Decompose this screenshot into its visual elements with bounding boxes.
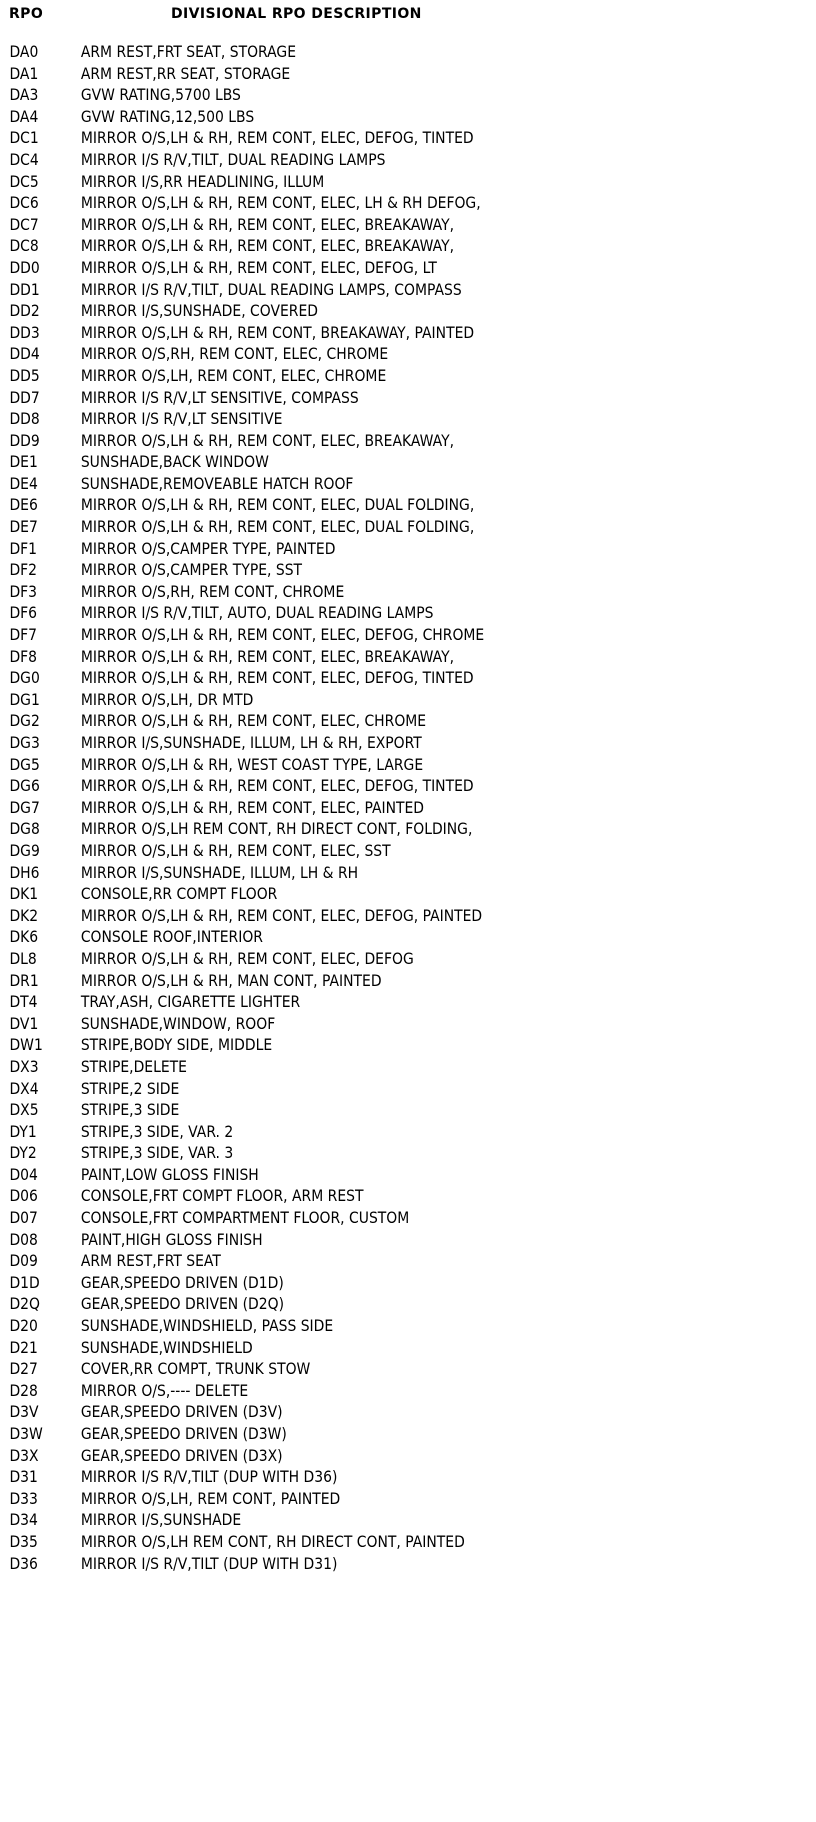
list-item bbox=[0, 300, 702, 322]
rpo-code: DG6 bbox=[9, 776, 40, 796]
rpo-description: MIRROR O/S,LH & RH, REM CONT, ELEC, BREAKAWAY, bbox=[80, 430, 455, 450]
rpo-code: DW1 bbox=[9, 1035, 43, 1055]
rpo-code: DC5 bbox=[9, 171, 39, 191]
list-item bbox=[0, 1185, 702, 1207]
rpo-code: D04 bbox=[9, 1164, 38, 1184]
rpo-code: DG8 bbox=[9, 819, 40, 839]
rpo-description: GVW RATING,12,500 LBS bbox=[80, 106, 255, 126]
rpo-code: DD7 bbox=[9, 387, 40, 407]
rpo-description: MIRROR O/S,LH & RH, REM CONT, ELEC, BREAKAWAY, bbox=[80, 236, 455, 256]
list-item bbox=[0, 602, 702, 624]
list-item bbox=[0, 624, 702, 646]
rpo-code: DG9 bbox=[9, 840, 40, 860]
rpo-description: MIRROR I/S R/V,TILT (DUP WITH D36) bbox=[80, 1467, 338, 1487]
list-item bbox=[0, 581, 702, 603]
rpo-description: CONSOLE ROOF,INTERIOR bbox=[80, 927, 263, 947]
rpo-code: DF2 bbox=[9, 560, 38, 580]
rpo-description: ARM REST,FRT SEAT, STORAGE bbox=[80, 42, 297, 61]
list-item bbox=[0, 1423, 702, 1445]
rpo-description: MIRROR I/S R/V,LT SENSITIVE bbox=[80, 409, 283, 429]
rpo-code: DR1 bbox=[9, 970, 39, 990]
rpo-code: DG5 bbox=[9, 754, 40, 774]
list-item bbox=[0, 1272, 702, 1294]
rpo-code: DY2 bbox=[9, 1143, 37, 1163]
rpo-code: DG1 bbox=[9, 689, 40, 709]
rpo-description: MIRROR O/S,LH & RH, REM CONT, ELEC, PAINTED bbox=[80, 797, 425, 817]
rpo-code: D08 bbox=[9, 1229, 38, 1249]
rpo-code: DE6 bbox=[9, 495, 38, 515]
rpo-code: DL8 bbox=[9, 948, 37, 968]
rpo-code: DD4 bbox=[9, 344, 40, 364]
rpo-description: MIRROR I/S,SUNSHADE bbox=[80, 1510, 242, 1530]
rpo-code: DX4 bbox=[9, 1078, 39, 1098]
list-item bbox=[0, 84, 702, 106]
rpo-code: D09 bbox=[9, 1251, 38, 1271]
list-item bbox=[0, 127, 702, 149]
rpo-description: STRIPE,DELETE bbox=[80, 1056, 187, 1076]
rpo-code: DK2 bbox=[9, 905, 39, 925]
list-item bbox=[0, 1034, 702, 1056]
rpo-code: D21 bbox=[9, 1337, 38, 1357]
list-item bbox=[0, 667, 702, 689]
rpo-code: D3V bbox=[9, 1402, 39, 1422]
rpo-description: GEAR,SPEEDO DRIVEN (D2Q) bbox=[80, 1294, 285, 1314]
list-item bbox=[0, 1293, 702, 1315]
list-item bbox=[0, 343, 702, 365]
rpo-description: MIRROR O/S,LH, DR MTD bbox=[80, 689, 254, 709]
rpo-description: MIRROR O/S,LH & RH, REM CONT, ELEC, DEFOG, PAINTED bbox=[80, 905, 483, 925]
rpo-description: ARM REST,FRT SEAT bbox=[80, 1251, 221, 1271]
list-item bbox=[0, 257, 702, 279]
rpo-code: DA3 bbox=[9, 85, 39, 105]
rpo-description: CONSOLE,FRT COMPARTMENT FLOOR, CUSTOM bbox=[80, 1208, 410, 1228]
rpo-description: MIRROR O/S,LH REM CONT, RH DIRECT CONT, FOLDING, bbox=[80, 819, 473, 839]
rpo-code: DH6 bbox=[9, 862, 40, 882]
rpo-description: MIRROR O/S,RH, REM CONT, ELEC, CHROME bbox=[80, 344, 389, 364]
list-item bbox=[0, 775, 702, 797]
list-item bbox=[0, 1229, 702, 1251]
rpo-code: D3W bbox=[9, 1424, 43, 1443]
list-item bbox=[0, 1207, 702, 1229]
rpo-code: DX3 bbox=[9, 1056, 39, 1076]
list-item bbox=[0, 862, 702, 884]
list-item bbox=[0, 732, 702, 754]
rpo-code: DK6 bbox=[9, 927, 39, 947]
rpo-description: MIRROR O/S,CAMPER TYPE, PAINTED bbox=[80, 538, 336, 558]
list-item bbox=[0, 451, 702, 473]
rpo-description: MIRROR O/S,LH, REM CONT, PAINTED bbox=[80, 1488, 341, 1508]
list-item bbox=[0, 991, 702, 1013]
rpo-description: MIRROR I/S R/V,TILT, AUTO, DUAL READING LAMPS bbox=[80, 603, 434, 623]
list-item bbox=[0, 473, 702, 495]
list-item bbox=[0, 1121, 702, 1143]
rpo-description: MIRROR I/S,SUNSHADE, ILLUM, LH & RH, EXPORT bbox=[80, 733, 422, 752]
list-item bbox=[0, 106, 702, 128]
list-item bbox=[0, 494, 702, 516]
rpo-code: D1D bbox=[9, 1272, 40, 1292]
rpo-description: STRIPE,BODY SIDE, MIDDLE bbox=[80, 1035, 273, 1055]
rpo-code: D2Q bbox=[9, 1294, 41, 1314]
rpo-code: DC1 bbox=[9, 128, 39, 148]
rpo-code: D36 bbox=[9, 1553, 38, 1573]
rpo-description: STRIPE,2 SIDE bbox=[80, 1078, 180, 1098]
rpo-description: MIRROR O/S,LH & RH, WEST COAST TYPE, LARGE bbox=[80, 754, 424, 774]
list-item bbox=[0, 1401, 702, 1423]
list-item bbox=[0, 279, 702, 301]
rpo-code: DV1 bbox=[9, 1013, 39, 1033]
rpo-code: D20 bbox=[9, 1316, 38, 1336]
rpo-code: D35 bbox=[9, 1531, 38, 1551]
list-item bbox=[0, 408, 702, 430]
rpo-description: MIRROR I/S R/V,TILT, DUAL READING LAMPS bbox=[80, 149, 386, 169]
rpo-code: DD3 bbox=[9, 322, 40, 342]
rpo-description: MIRROR O/S,LH & RH, REM CONT, ELEC, SST bbox=[80, 840, 391, 860]
rpo-code: D28 bbox=[9, 1380, 38, 1400]
rpo-description: MIRROR I/S,SUNSHADE, COVERED bbox=[80, 301, 318, 321]
rpo-code: DG3 bbox=[9, 733, 40, 752]
rpo-code: DG2 bbox=[9, 711, 40, 731]
list-item bbox=[0, 1142, 702, 1164]
rpo-code: DC7 bbox=[9, 214, 39, 234]
list-item bbox=[0, 905, 702, 927]
description-column-header: DIVISIONAL RPO DESCRIPTION bbox=[171, 6, 422, 22]
list-item bbox=[0, 322, 702, 344]
rpo-column-header: RPO bbox=[9, 6, 44, 22]
rpo-list bbox=[0, 41, 816, 1574]
rpo-code: DG0 bbox=[9, 668, 40, 688]
rpo-description: GEAR,SPEEDO DRIVEN (D3W) bbox=[80, 1424, 287, 1443]
rpo-code: DE7 bbox=[9, 517, 38, 537]
rpo-description: TRAY,ASH, CIGARETTE LIGHTER bbox=[80, 992, 301, 1012]
list-item bbox=[0, 1531, 702, 1553]
rpo-code: DF7 bbox=[9, 625, 38, 645]
rpo-description: COVER,RR COMPT, TRUNK STOW bbox=[80, 1359, 311, 1379]
list-item bbox=[0, 430, 702, 452]
rpo-code: D27 bbox=[9, 1359, 38, 1379]
list-item bbox=[0, 840, 702, 862]
rpo-code: DD2 bbox=[9, 301, 40, 321]
rpo-description: ARM REST,RR SEAT, STORAGE bbox=[80, 63, 291, 83]
rpo-code: DF1 bbox=[9, 538, 38, 558]
rpo-description: MIRROR O/S,LH & RH, REM CONT, ELEC, BREAKAWAY, bbox=[80, 646, 455, 666]
rpo-description: MIRROR O/S,LH & RH, REM CONT, ELEC, DEFOG, LT bbox=[80, 257, 437, 277]
rpo-code: DF6 bbox=[9, 603, 38, 623]
list-item bbox=[0, 754, 702, 776]
rpo-code: DG7 bbox=[9, 797, 40, 817]
list-item bbox=[0, 192, 702, 214]
list-item bbox=[0, 797, 702, 819]
list-item bbox=[0, 63, 702, 85]
table-header bbox=[0, 6, 816, 26]
list-item bbox=[0, 1078, 702, 1100]
rpo-description: MIRROR O/S,LH & RH, REM CONT, ELEC, LH & RH DEFOG, bbox=[80, 193, 481, 213]
list-item bbox=[0, 1013, 702, 1035]
rpo-code: D31 bbox=[9, 1467, 38, 1487]
rpo-code: DC6 bbox=[9, 193, 39, 213]
list-item bbox=[0, 926, 702, 948]
list-item bbox=[0, 41, 702, 63]
list-item bbox=[0, 1056, 702, 1078]
rpo-code: D33 bbox=[9, 1488, 38, 1508]
list-item bbox=[0, 1250, 702, 1272]
rpo-description: MIRROR I/S,SUNSHADE, ILLUM, LH & RH bbox=[80, 862, 359, 882]
rpo-description: CONSOLE,FRT COMPT FLOOR, ARM REST bbox=[80, 1186, 364, 1206]
rpo-code: DX5 bbox=[9, 1100, 39, 1120]
rpo-description: PAINT,LOW GLOSS FINISH bbox=[80, 1164, 259, 1184]
list-item bbox=[0, 1164, 702, 1186]
list-item bbox=[0, 948, 702, 970]
list-item bbox=[0, 883, 702, 905]
list-item bbox=[0, 171, 702, 193]
rpo-code: DF3 bbox=[9, 581, 38, 601]
list-item bbox=[0, 1488, 702, 1510]
rpo-description: MIRROR O/S,LH & RH, REM CONT, ELEC, DEFOG, TINTED bbox=[80, 668, 474, 688]
rpo-description: MIRROR I/S R/V,TILT (DUP WITH D31) bbox=[80, 1553, 338, 1573]
rpo-description: MIRROR O/S,LH & RH, MAN CONT, PAINTED bbox=[80, 970, 382, 990]
rpo-code: DC8 bbox=[9, 236, 39, 256]
rpo-description: MIRROR O/S,CAMPER TYPE, SST bbox=[80, 560, 303, 580]
list-item bbox=[0, 559, 702, 581]
rpo-description: PAINT,HIGH GLOSS FINISH bbox=[80, 1229, 263, 1249]
rpo-code: DD1 bbox=[9, 279, 40, 299]
rpo-description: MIRROR O/S,RH, REM CONT, CHROME bbox=[80, 581, 345, 601]
rpo-description: MIRROR I/S R/V,TILT, DUAL READING LAMPS, COMPASS bbox=[80, 279, 462, 299]
rpo-code: DT4 bbox=[9, 992, 38, 1012]
rpo-description: MIRROR O/S,LH & RH, REM CONT, ELEC, CHROME bbox=[80, 711, 427, 731]
rpo-description: STRIPE,3 SIDE, VAR. 2 bbox=[80, 1121, 234, 1141]
rpo-code: DD5 bbox=[9, 365, 40, 385]
rpo-description: SUNSHADE,BACK WINDOW bbox=[80, 452, 269, 472]
rpo-code: DE1 bbox=[9, 452, 38, 472]
rpo-code: D07 bbox=[9, 1208, 38, 1228]
list-item bbox=[0, 646, 702, 668]
list-item bbox=[0, 710, 702, 732]
rpo-description: STRIPE,3 SIDE, VAR. 3 bbox=[80, 1143, 234, 1163]
rpo-description: MIRROR O/S,LH & RH, REM CONT, ELEC, DUAL FOLDING, bbox=[80, 517, 475, 537]
rpo-description: MIRROR I/S R/V,LT SENSITIVE, COMPASS bbox=[80, 387, 359, 407]
list-item bbox=[0, 235, 702, 257]
rpo-description: MIRROR I/S,RR HEADLINING, ILLUM bbox=[80, 171, 325, 191]
rpo-code: DA0 bbox=[9, 42, 39, 61]
rpo-description: SUNSHADE,WINDSHIELD, PASS SIDE bbox=[80, 1316, 334, 1336]
rpo-description: MIRROR O/S,LH & RH, REM CONT, ELEC, BREAKAWAY, bbox=[80, 214, 455, 234]
rpo-code: DY1 bbox=[9, 1121, 37, 1141]
list-item bbox=[0, 1509, 702, 1531]
list-item bbox=[0, 1337, 702, 1359]
list-item bbox=[0, 1315, 702, 1337]
rpo-code: D34 bbox=[9, 1510, 38, 1530]
rpo-code: D3X bbox=[9, 1445, 39, 1465]
list-item bbox=[0, 387, 702, 409]
rpo-code: DA1 bbox=[9, 63, 39, 83]
list-item bbox=[0, 1445, 702, 1467]
list-item bbox=[0, 818, 702, 840]
rpo-code: DE4 bbox=[9, 473, 38, 493]
rpo-description: MIRROR O/S,LH & RH, REM CONT, BREAKAWAY, PAINTED bbox=[80, 322, 475, 342]
list-item bbox=[0, 689, 702, 711]
rpo-code: DF8 bbox=[9, 646, 38, 666]
list-item bbox=[0, 516, 702, 538]
rpo-description: GVW RATING,5700 LBS bbox=[80, 85, 241, 105]
rpo-description: MIRROR O/S,LH & RH, REM CONT, ELEC, DEFOG, TINTED bbox=[80, 776, 474, 796]
rpo-description: MIRROR O/S,LH & RH, REM CONT, ELEC, DUAL FOLDING, bbox=[80, 495, 475, 515]
list-item bbox=[0, 1466, 702, 1488]
rpo-description: MIRROR O/S,LH & RH, REM CONT, ELEC, DEFOG, TINTED bbox=[80, 128, 474, 148]
rpo-description: MIRROR O/S,LH & RH, REM CONT, ELEC, DEFOG bbox=[80, 948, 414, 968]
list-item bbox=[0, 149, 702, 171]
list-item bbox=[0, 538, 702, 560]
list-item bbox=[0, 970, 702, 992]
rpo-description: GEAR,SPEEDO DRIVEN (D3X) bbox=[80, 1445, 283, 1465]
list-item bbox=[0, 1358, 702, 1380]
rpo-code: DD9 bbox=[9, 430, 40, 450]
list-item bbox=[0, 1553, 702, 1575]
rpo-description: MIRROR O/S,LH REM CONT, RH DIRECT CONT, PAINTED bbox=[80, 1531, 465, 1551]
rpo-code: DD8 bbox=[9, 409, 40, 429]
list-item bbox=[0, 1380, 702, 1402]
rpo-code: DC4 bbox=[9, 149, 39, 169]
rpo-code: DA4 bbox=[9, 106, 39, 126]
list-item bbox=[0, 1099, 702, 1121]
rpo-description: SUNSHADE,REMOVEABLE HATCH ROOF bbox=[80, 473, 354, 493]
rpo-description: SUNSHADE,WINDOW, ROOF bbox=[80, 1013, 276, 1033]
list-item bbox=[0, 214, 702, 236]
rpo-description: MIRROR O/S,LH & RH, REM CONT, ELEC, DEFOG, CHROME bbox=[80, 625, 485, 645]
rpo-description: MIRROR O/S,LH, REM CONT, ELEC, CHROME bbox=[80, 365, 387, 385]
list-item bbox=[0, 365, 702, 387]
rpo-description: CONSOLE,RR COMPT FLOOR bbox=[80, 884, 278, 904]
rpo-code: DD0 bbox=[9, 257, 40, 277]
rpo-code: DK1 bbox=[9, 884, 39, 904]
rpo-description: MIRROR O/S,---- DELETE bbox=[80, 1380, 249, 1400]
rpo-description: GEAR,SPEEDO DRIVEN (D1D) bbox=[80, 1272, 284, 1292]
rpo-description: GEAR,SPEEDO DRIVEN (D3V) bbox=[80, 1402, 283, 1422]
rpo-code: D06 bbox=[9, 1186, 38, 1206]
rpo-description: STRIPE,3 SIDE bbox=[80, 1100, 180, 1120]
rpo-description: SUNSHADE,WINDSHIELD bbox=[80, 1337, 253, 1357]
